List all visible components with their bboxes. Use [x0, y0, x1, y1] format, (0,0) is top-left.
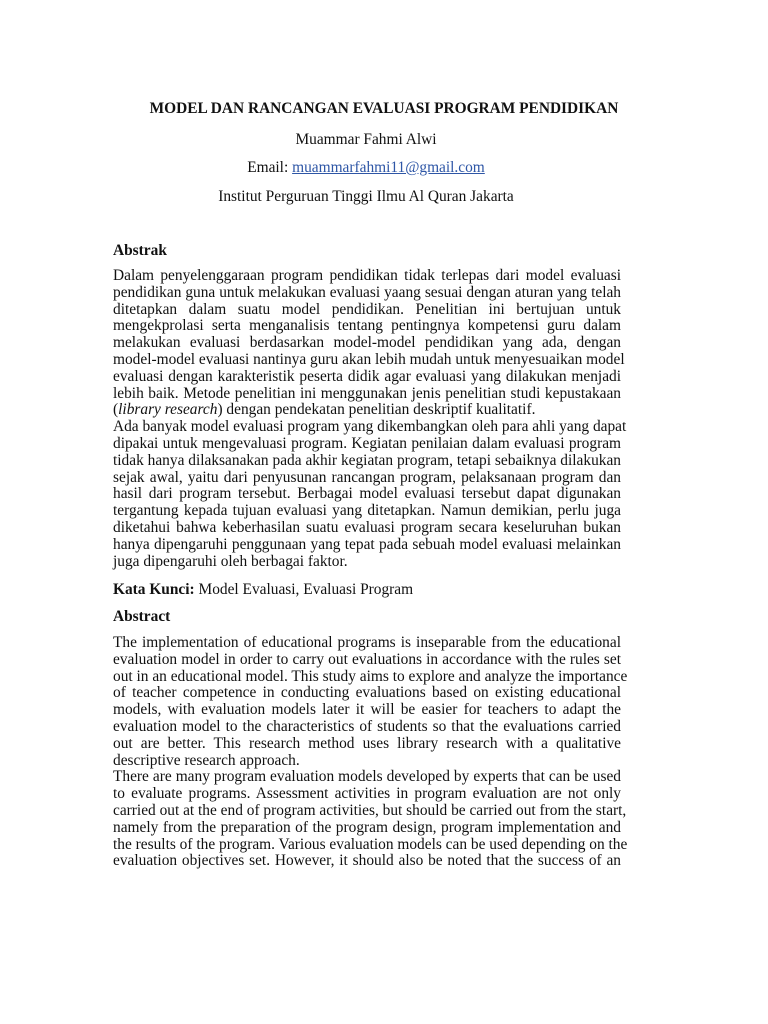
abstrak-line: mengekprolasi serta menganalisis tentang pentingnya kompetensi guru dalam	[113, 317, 621, 335]
abstrak-paragraph	[113, 267, 627, 570]
keywords-label: Kata Kunci:	[113, 581, 195, 598]
paren-open: (	[113, 401, 119, 419]
abstrak-line: sejak awal, yaitu dari penyusunan rancangan program, pelaksanaan program dan	[113, 468, 621, 486]
abstrak-line: model-model evaluasi nantinya guru akan lebih mudah untuk menyesuaikan model	[113, 350, 625, 368]
abstrak-line	[113, 402, 621, 419]
abstract-line: namely from the preparation of the program design, program implementation and	[113, 818, 621, 836]
abstract-paragraph	[113, 634, 628, 870]
author-name: Muammar Fahmi Alwi	[295, 131, 437, 148]
abstract-line: carried out at the end of program activities, but should be carried out from the start,	[113, 801, 627, 819]
abstract-line: out are better. This research method uses library research with a qualitative	[113, 734, 621, 752]
abstrak-line: juga dipengaruhi oleh berbagai faktor.	[113, 552, 348, 570]
email-link[interactable]: muammarfahmi11@gmail.com	[292, 159, 485, 176]
abstract-line: The implementation of educational programs is inseparable from the educational	[113, 634, 621, 651]
abstrak-line: melakukan evaluasi berdasarkan model-model pendidikan yang ada, dengan	[113, 334, 621, 352]
abstrak-line: Ada banyak model evaluasi program yang dikembangkan oleh para ahli yang dapat	[113, 418, 627, 436]
email-label: Email:	[247, 159, 293, 176]
abstract-line: There are many program evaluation models developed by experts that can be used	[113, 768, 621, 786]
abstract-line: evaluation model to the characteristics of students so that the evaluations carried	[113, 717, 621, 735]
abstract-line: of teacher competence in conducting evaluations based on existing educational	[113, 684, 621, 702]
abstract-line: out in an educational model. This study aims to explore and analyze the importance	[113, 667, 628, 685]
keywords-line	[113, 581, 413, 599]
abstrak-line: evaluasi dengan karakteristik peserta didik agar evaluasi yang dilakukan menjadi	[113, 367, 621, 385]
abstract-line: evaluation objectives set. However, it should also be noted that the success of an	[113, 852, 621, 870]
abstract-line: evaluation model in order to carry out evaluations in accordance with the rules set	[113, 650, 621, 668]
author-affiliation: Institut Perguruan Tinggi Ilmu Al Quran Jakarta	[218, 188, 514, 205]
abstrak-line: hanya dipengaruhi penggunaan yang tepat pada sebuah model evaluasi melainkan	[113, 535, 621, 553]
abstract-line: to evaluate programs. Assessment activities in program evaluation are not only	[113, 785, 621, 803]
abstrak-line: ditetapkan dalam suatu model pendidikan. Penelitian ini bertujuan untuk	[113, 300, 621, 318]
italic-term: library research	[118, 401, 218, 419]
abstrak-line: tidak hanya dilaksanakan pada akhir kegiatan program, tetapi sebaiknya dilakukan	[113, 451, 621, 469]
abstrak-heading: Abstrak	[113, 242, 167, 259]
abstract-line: descriptive research approach.	[113, 751, 300, 769]
keywords-value: Model Evaluasi, Evaluasi Program	[194, 581, 414, 598]
abstrak-line: tergantung kepada tujuan evaluasi yang ditetapkan. Namun demikian, perlu juga	[113, 502, 621, 520]
abstrak-line: Dalam penyelenggaraan program pendidikan tidak terlepas dari model evaluasi	[113, 267, 621, 284]
abstract-line: models, with evaluation models later it will be easier for teachers to adapt the	[113, 701, 621, 719]
line-rest: ) dengan pendekatan penelitian deskriptif kualitatif.	[217, 401, 536, 419]
paper-title: MODEL DAN RANCANGAN EVALUASI PROGRAM PENDIDIKAN	[149, 100, 619, 117]
abstrak-line: pendidikan guna untuk melakukan evaluasi yaang sesuai dengan aturan yang telah	[113, 283, 621, 301]
abstrak-line: hasil dari program tersebut. Berbagai model evaluasi tersebut dapat digunakan	[113, 485, 621, 503]
abstrak-line: diketahui bahwa keberhasilan suatu evaluasi program secara keseluruhan bukan	[113, 518, 621, 536]
abstrak-line: lebih baik. Metode penelitian ini menggunakan jenis penelitian studi kepustakaan	[113, 384, 621, 402]
abstrak-line: dipakai untuk mengevaluasi program. Kegiatan penilaian dalam evaluasi program	[113, 434, 621, 452]
author-email-line	[0, 159, 732, 177]
abstract-line: the results of the program. Various evaluation models can be used depending on the	[113, 835, 628, 853]
abstract-heading: Abstract	[113, 608, 171, 625]
